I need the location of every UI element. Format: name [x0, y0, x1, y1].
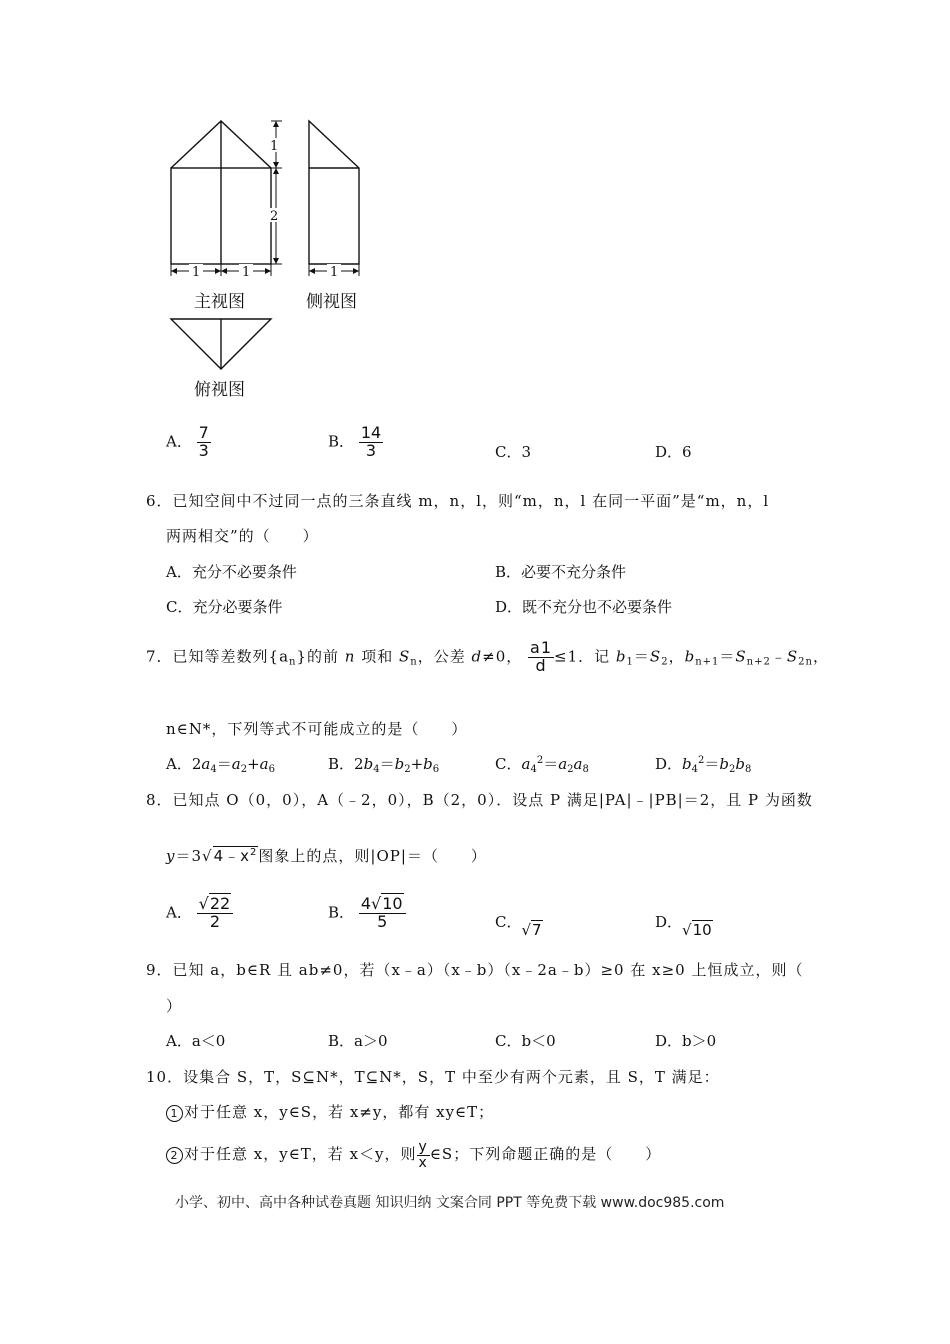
- q9-option-a[interactable]: A．a＜0: [166, 1032, 226, 1050]
- q7-stem-line1: 7．已知等差数列$\{a_n\}$的前 n 项和 $S_n$，公差 d≠0， $\frac{a1}{d}$ ≤1．记 $b_1=S_2$，$b_{n+1}=S_{n+2}﹣S_{2n}$，: [146, 638, 829, 675]
- q7-option-a[interactable]: A．$2a_4=a_2+a_6$: [166, 755, 275, 775]
- q8-option-d[interactable]: D．√10: [655, 913, 712, 939]
- q7-option-d[interactable]: D．$b_4^2=b_2b_8$: [655, 755, 752, 775]
- q8-option-c[interactable]: C．√7: [495, 913, 542, 939]
- q5-option-b[interactable]: B． $\frac{14}{3}$: [328, 423, 382, 460]
- top-view-label: 俯视图: [194, 380, 245, 400]
- q6-option-a[interactable]: A．充分不必要条件: [166, 563, 297, 581]
- q6-stem-line2: 两两相交”的（ ）: [166, 527, 319, 545]
- q10-condition-1: 1 对于任意 x，y∈S，若 x≠y，都有 xy∈T；: [166, 1101, 494, 1122]
- q6-stem-line1: 6．已知空间中不过同一点的三条直线 m，n，l，则“m，n，l 在同一平面”是“m，n，l: [146, 492, 770, 510]
- q9-option-c[interactable]: C．b＜0: [495, 1032, 556, 1050]
- dim-top-height: 1: [270, 139, 279, 154]
- q7-stem-line2: n∈N*，下列等式不可能成立的是（ ）: [166, 720, 468, 738]
- q7-fraction: $\frac{a1}{d}$: [530, 638, 553, 675]
- q6-option-b[interactable]: B．必要不充分条件: [495, 563, 627, 581]
- q8-option-b[interactable]: B． $\frac{4√10}{5}$: [328, 896, 406, 931]
- q5-option-a[interactable]: A． $\frac{7}{3}$: [166, 423, 209, 460]
- dim-right-width: 1: [242, 265, 251, 280]
- circled-number-2: 2: [166, 1147, 183, 1164]
- q5-option-d[interactable]: D．6: [655, 443, 692, 461]
- q9-option-b[interactable]: B．a＞0: [328, 1032, 388, 1050]
- side-view-label: 侧视图: [306, 292, 357, 312]
- dim-bottom-height: 2: [270, 209, 279, 224]
- sqrt-expression: $√4﹣x^2$: [202, 847, 258, 865]
- q7-option-b[interactable]: B．$2b_4=b_2+b_6$: [328, 755, 440, 775]
- q6-option-d[interactable]: D．既不充分也不必要条件: [495, 598, 673, 616]
- q8-option-a[interactable]: A． $\frac{√22}{2}$: [166, 896, 233, 931]
- q9-stem-line2: ）: [166, 997, 183, 1015]
- front-view-label: 主视图: [194, 292, 245, 312]
- dim-left-width: 1: [192, 265, 201, 280]
- dim-side-width: 1: [330, 265, 339, 280]
- footer-text: 小学、初中、高中各种试卷真题 知识归纳 文案合同 PPT 等免费下载 www.doc985.com: [175, 1195, 725, 1211]
- q10-stem-line1: 10．设集合 S，T，S⊆N*，T⊆N*，S，T 中至少有两个元素，且 S，T 满足：: [146, 1068, 720, 1086]
- side-view-shape: [309, 121, 359, 264]
- q8-stem-line2: $y=3√4﹣x^2$图象上的点，则|OP|＝（ ）: [166, 847, 487, 865]
- q7-option-c[interactable]: C．$a_4^2=a_2a_8$: [495, 755, 589, 775]
- circled-number-1: 1: [166, 1105, 183, 1122]
- q6-option-c[interactable]: C．充分必要条件: [166, 598, 283, 616]
- q5-option-c[interactable]: C．3: [495, 443, 532, 461]
- q8-stem-line1: 8．已知点 O（0，0），A（﹣2，0），B（2，0）．设点 P 满足|PA|﹣|PB|＝2，且 P 为函数: [146, 791, 813, 809]
- q9-option-d[interactable]: D．b＞0: [655, 1032, 717, 1050]
- q10-condition-2: 2 对于任意 x，y∈T，若 x＜y，则 $\frac{y}{x}$ ∈S；下列命题正确的是（ ）: [166, 1140, 661, 1170]
- q9-stem-line1: 9．已知 a，b∈R 且 ab≠0，若（x﹣a）（x﹣b）（x﹣2a﹣b）≥0 在 x≥0 上恒成立，则（: [146, 961, 804, 979]
- three-view-figure: [160, 110, 380, 400]
